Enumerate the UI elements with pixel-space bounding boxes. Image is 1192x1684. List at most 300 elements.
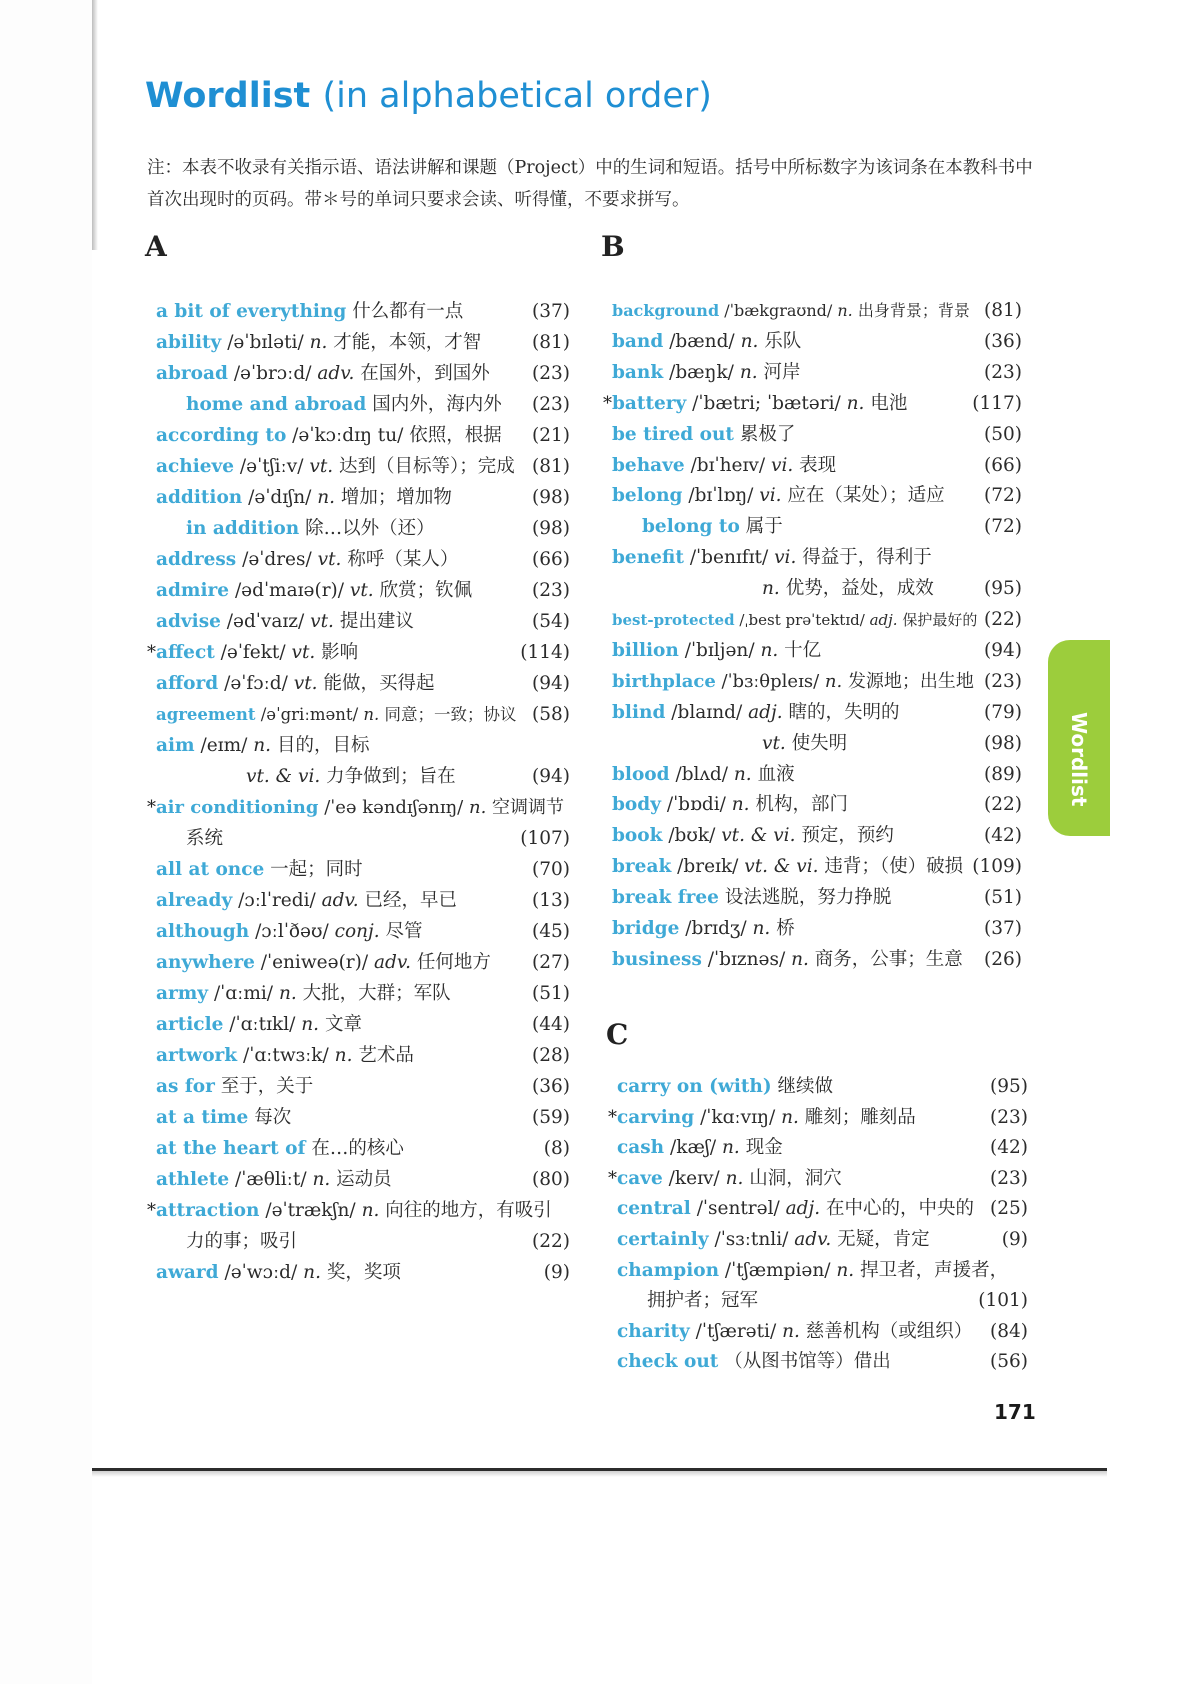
- word-entry: [156, 1164, 570, 1195]
- headword: benefit: [612, 547, 684, 569]
- meaning: 奖，奖项: [326, 1262, 401, 1283]
- page-ref: (23): [532, 394, 570, 415]
- word-entry: [617, 1224, 1028, 1255]
- page-ref: (23): [532, 580, 570, 601]
- page-ref: (107): [520, 828, 570, 849]
- part-of-speech: n.: [468, 797, 487, 818]
- page-number: 171: [994, 1400, 1036, 1424]
- part-of-speech: n.: [278, 983, 297, 1004]
- pronunciation: /əˈtrækʃn/: [265, 1200, 356, 1221]
- entry-text: [156, 921, 423, 942]
- part-of-speech: n.: [317, 487, 336, 508]
- headword: abroad: [156, 363, 228, 384]
- meaning: 国内外，海内外: [372, 394, 502, 415]
- headword: belong: [612, 485, 683, 507]
- page-ref: (23): [990, 1106, 1028, 1128]
- page-ref: (36): [532, 1076, 570, 1097]
- meaning: 尽管: [385, 921, 423, 942]
- headword: be tired out: [612, 423, 734, 445]
- word-entry: [156, 482, 570, 513]
- word-entry: [617, 1255, 1028, 1286]
- meaning: 发源地；出生地: [847, 670, 974, 692]
- pronunciation: /əˈkɔːdɪŋ tu/: [292, 425, 404, 446]
- page-ref: (27): [532, 952, 570, 973]
- headword: athlete: [156, 1169, 230, 1190]
- word-entry: [156, 668, 570, 699]
- entry-text: [156, 1262, 401, 1283]
- word-entry: [156, 1040, 570, 1071]
- part-of-speech: vi.: [774, 547, 797, 569]
- page-ref: (94): [532, 766, 570, 787]
- entry-text: [156, 549, 458, 570]
- page-ref: (22): [532, 1231, 570, 1252]
- headword: body: [612, 794, 661, 816]
- pronunciation: /ˈbɜːθpleɪs/: [721, 670, 820, 692]
- meaning: 在中心的，中央的: [826, 1198, 975, 1220]
- pronunciation: /ˈkɑːvɪŋ/: [700, 1106, 776, 1128]
- entry-text: [156, 890, 457, 911]
- page-ref: (23): [990, 1167, 1028, 1189]
- page-ref: (70): [532, 859, 570, 880]
- meaning: 除…以外（还）: [305, 518, 435, 539]
- page-ref: (9): [1001, 1229, 1028, 1250]
- pronunciation: /ədˈmaɪə(r)/: [234, 580, 344, 601]
- meaning: 设法逃脱，努力挣脱: [724, 887, 892, 909]
- pronunciation: /ˈsentrəl/: [696, 1198, 780, 1220]
- pronunciation: /ˈsɜːtnli/: [714, 1229, 789, 1250]
- star-marker: *: [147, 642, 156, 663]
- page-ref: (72): [984, 485, 1022, 507]
- word-entry: [156, 451, 570, 482]
- word-entry: [156, 699, 570, 730]
- entry-text: [617, 1260, 1008, 1281]
- word-entry: [156, 761, 570, 792]
- meaning: 在…的核心: [311, 1138, 404, 1159]
- meaning: 商务，公事；生意: [814, 948, 963, 970]
- part-of-speech: n.: [363, 705, 380, 724]
- headword: at the heart of: [156, 1138, 306, 1159]
- headword: billion: [612, 639, 679, 661]
- word-entry: [156, 296, 570, 327]
- part-of-speech: conj.: [334, 921, 380, 942]
- part-of-speech: n.: [725, 1167, 744, 1189]
- pronunciation: /bænd/: [669, 330, 735, 352]
- headword: address: [156, 549, 237, 570]
- headword: belong to: [642, 516, 740, 538]
- page-ref: (81): [532, 456, 570, 477]
- entry-text: [156, 363, 490, 384]
- pronunciation: /bæŋk/: [669, 361, 734, 383]
- entry-text: [156, 1076, 313, 1097]
- pronunciation: /blaɪnd/: [671, 701, 743, 723]
- meaning: 才能，本领，才智: [333, 332, 482, 353]
- headword: central: [617, 1198, 691, 1220]
- meaning: （从图书馆等）借出: [724, 1351, 891, 1373]
- page-ref: (23): [984, 361, 1022, 383]
- pronunciation: /blʌd/: [675, 763, 728, 785]
- meaning: 桥: [776, 918, 795, 939]
- pronunciation: /ˈbætri; ˈbætəri/: [692, 392, 841, 414]
- page-ref: (80): [532, 1169, 570, 1190]
- meaning: 大批，大群；军队: [302, 983, 451, 1004]
- word-entry: [156, 513, 570, 544]
- word-entry: [156, 327, 570, 358]
- meaning: 电池: [870, 392, 908, 414]
- meaning: 一起；同时: [270, 859, 363, 880]
- entry-text: [156, 766, 456, 787]
- word-entry: [617, 1193, 1028, 1224]
- entry-text: [156, 797, 564, 818]
- meaning: 十亿: [784, 639, 822, 661]
- page-ref: (95): [990, 1076, 1028, 1097]
- entry-text: [156, 394, 502, 415]
- word-entry: [617, 1346, 1028, 1377]
- entry-text: [156, 1231, 297, 1252]
- part-of-speech: adj.: [785, 1198, 821, 1220]
- headword: attraction: [156, 1200, 260, 1221]
- meaning: 什么都有一点: [352, 301, 464, 322]
- part-of-speech: vi.: [771, 454, 794, 476]
- meaning: 称呼（某人）: [347, 549, 459, 570]
- part-of-speech: n.: [722, 1137, 740, 1159]
- word-entry: [156, 730, 570, 761]
- part-of-speech: adv.: [317, 363, 355, 384]
- entry-text: [156, 611, 414, 632]
- entry-text: [156, 487, 452, 508]
- meaning: 属于: [745, 516, 783, 538]
- meaning: 使失明: [791, 732, 848, 754]
- page-ref: (8): [543, 1138, 570, 1159]
- page-ref: (50): [984, 423, 1022, 445]
- page-ref: (36): [984, 330, 1022, 352]
- pronunciation: /ˈæθliːt/: [235, 1169, 307, 1190]
- meaning: 在国外，到国外: [360, 363, 490, 384]
- scan-margin: [0, 0, 92, 1684]
- pronunciation: /əˈbrɔːd/: [233, 363, 312, 384]
- pronunciation: /əˈgriːmənt/: [260, 705, 359, 724]
- headword: artwork: [156, 1045, 238, 1066]
- headword: in addition: [186, 518, 300, 539]
- word-entry: [156, 389, 570, 420]
- meaning: 无疑，肯定: [837, 1229, 930, 1250]
- part-of-speech: n.: [301, 1014, 320, 1035]
- pronunciation: /ˈbɪljən/: [684, 639, 755, 661]
- word-entry: [617, 1132, 1028, 1163]
- meaning: 得益于，得利于: [802, 547, 932, 569]
- pronunciation: /eɪm/: [200, 735, 248, 756]
- headword: band: [612, 330, 664, 352]
- meaning: 表现: [799, 454, 837, 476]
- word-entry: [156, 916, 570, 947]
- meaning: 提出建议: [339, 611, 414, 632]
- pronunciation: /breɪk/: [677, 856, 739, 878]
- entry-text: [156, 425, 502, 446]
- meaning: 河岸: [763, 361, 801, 383]
- headword: agreement: [156, 705, 256, 724]
- page-ref: (51): [532, 983, 570, 1004]
- headword: advise: [156, 611, 221, 632]
- entry-text: [156, 705, 517, 724]
- entry-text: [617, 1229, 930, 1250]
- part-of-speech: vt. & vi.: [721, 825, 796, 847]
- meaning: 捍卫者，声援者，: [860, 1259, 1009, 1281]
- headword: behave: [612, 454, 685, 476]
- headword: carving: [617, 1106, 695, 1128]
- meaning: 机构，部门: [755, 794, 848, 816]
- meaning: 乐队: [764, 330, 802, 352]
- word-entry: [156, 823, 570, 854]
- entry-text: [156, 456, 515, 477]
- page-ref: (56): [990, 1351, 1028, 1373]
- headword: award: [156, 1262, 219, 1283]
- meaning: 力的事；吸引: [186, 1231, 298, 1252]
- pronunciation: /əˈfekt/: [220, 642, 286, 663]
- pronunciation: /bɪˈheɪv/: [690, 454, 766, 476]
- meaning: 山洞，洞穴: [749, 1167, 842, 1189]
- pronunciation: /əˈdɪʃn/: [248, 487, 312, 508]
- word-entry: [156, 854, 570, 885]
- meaning: 继续做: [777, 1076, 834, 1097]
- entry-text: [156, 518, 435, 539]
- meaning: 空调调节: [492, 797, 565, 818]
- entry-text: [156, 642, 358, 663]
- word-entry: [617, 1316, 1028, 1347]
- part-of-speech: vt.: [349, 580, 374, 601]
- page-ref: (66): [532, 549, 570, 570]
- part-of-speech: n.: [837, 301, 853, 320]
- part-of-speech: n.: [782, 1320, 800, 1342]
- star-marker: *: [608, 1167, 617, 1189]
- word-entry: [156, 544, 570, 575]
- star-marker: *: [147, 797, 156, 818]
- part-of-speech: adj.: [748, 701, 783, 723]
- meaning: 同意；一致；协议: [384, 705, 517, 724]
- meaning: 已经，早已: [364, 890, 458, 911]
- word-entry: [156, 1226, 570, 1257]
- pronunciation: /bɪˈlɒŋ/: [688, 485, 754, 507]
- entry-text: [156, 828, 223, 849]
- entry-text: [156, 580, 472, 601]
- word-entry: [156, 947, 570, 978]
- headword: background: [612, 301, 720, 320]
- page-ref: (114): [520, 642, 570, 663]
- meaning: 能做，买得起: [323, 673, 435, 694]
- entry-text: [156, 332, 481, 353]
- part-of-speech: n.: [791, 948, 809, 970]
- meaning: 艺术品: [358, 1045, 414, 1066]
- part-of-speech: n.: [824, 670, 843, 692]
- page-ref: (84): [990, 1320, 1028, 1342]
- headword: cash: [617, 1137, 665, 1159]
- entry-text: [156, 859, 363, 880]
- headword: break: [612, 856, 672, 878]
- headword: carry on (with): [617, 1076, 772, 1097]
- pronunciation: /ˈbɪznəs/: [707, 948, 786, 970]
- page-ref: (51): [984, 887, 1022, 909]
- headword: army: [156, 983, 209, 1004]
- pronunciation: /ɔːlˈðəʊ/: [255, 921, 329, 942]
- meaning: 向往的地方，有吸引: [385, 1200, 552, 1221]
- page-ref: (42): [984, 825, 1022, 847]
- page-ref: (98): [532, 487, 570, 508]
- part-of-speech: n.: [361, 1200, 380, 1221]
- page-ref: (21): [532, 425, 570, 446]
- page-ref: (81): [532, 332, 570, 353]
- meaning: 目的，目标: [276, 735, 370, 756]
- word-entry: [156, 1257, 570, 1288]
- meaning: 达到（目标等）；完成: [339, 456, 515, 477]
- word-entry: [156, 358, 570, 389]
- page-ref: (72): [984, 516, 1022, 538]
- word-entry: [156, 420, 570, 451]
- entry-text: [617, 1168, 842, 1189]
- pronunciation: /ˈbɒdi/: [666, 794, 726, 816]
- side-tab-label: Wordlist: [1067, 712, 1091, 807]
- headword: ability: [156, 332, 222, 353]
- meaning: 累极了: [739, 423, 796, 445]
- headword: blind: [612, 701, 666, 723]
- page-ref: (45): [532, 921, 570, 942]
- bottom-rule-shadow: [92, 1471, 1107, 1477]
- pronunciation: /əˈfɔːd/: [224, 673, 288, 694]
- page-ref: (54): [532, 611, 570, 632]
- headword: champion: [617, 1259, 720, 1281]
- entry-text: [617, 1137, 783, 1158]
- part-of-speech: n.: [309, 332, 328, 353]
- entry-text: [156, 1200, 552, 1221]
- headword: home and abroad: [186, 394, 367, 415]
- page-ref: (98): [984, 732, 1022, 754]
- pronunciation: /kæʃ/: [670, 1137, 717, 1159]
- part-of-speech: vt.: [293, 673, 318, 694]
- word-entry: [147, 792, 570, 823]
- entry-text: [156, 1014, 362, 1035]
- entry-text: [156, 1045, 414, 1066]
- headword: although: [156, 921, 250, 942]
- headword: according to: [156, 425, 287, 446]
- word-entry: [608, 1102, 1028, 1133]
- star-marker: *: [147, 1200, 156, 1221]
- page-ref: (89): [984, 763, 1022, 785]
- part-of-speech: n.: [752, 918, 771, 939]
- page-ref: (95): [984, 578, 1022, 600]
- word-entry: [156, 1071, 570, 1102]
- pronunciation: /ˈtʃærəti/: [695, 1320, 777, 1342]
- pronunciation: /ˌbest prəˈtektɪd/: [739, 611, 865, 629]
- part-of-speech: n.: [733, 763, 752, 785]
- meaning: 至于，关于: [220, 1076, 314, 1097]
- pronunciation: /ədˈvaɪz/: [226, 611, 305, 632]
- part-of-speech: n.: [781, 1106, 799, 1128]
- page-ref: (101): [978, 1290, 1028, 1312]
- scan-edge-shadow: [92, 0, 98, 250]
- meaning: 系统: [186, 828, 224, 849]
- headword: cave: [617, 1167, 663, 1189]
- pronunciation: /ˈeniweə(r)/: [260, 952, 369, 973]
- meaning: 预定，预约: [801, 825, 894, 847]
- part-of-speech: vt.: [310, 611, 334, 632]
- part-of-speech: n.: [762, 578, 780, 600]
- meaning: 运动员: [336, 1169, 392, 1190]
- entry-text: [156, 735, 369, 756]
- section-letter-a: A: [145, 230, 167, 263]
- page-ref: (94): [984, 639, 1022, 661]
- headword: bridge: [612, 918, 680, 939]
- part-of-speech: n.: [760, 639, 779, 661]
- page-ref: (44): [532, 1014, 570, 1035]
- meaning: 违背；（使）破损: [824, 856, 964, 878]
- part-of-speech: adj.: [869, 611, 898, 629]
- page-ref: (9): [543, 1262, 570, 1283]
- part-of-speech: n.: [739, 361, 758, 383]
- part-of-speech: n.: [253, 735, 272, 756]
- page-ref: (37): [532, 301, 570, 322]
- headword: air conditioning: [156, 797, 319, 818]
- word-entry: [156, 606, 570, 637]
- column-a: [147, 0, 570, 1684]
- part-of-speech: vt.: [762, 732, 786, 754]
- headword: battery: [612, 392, 687, 414]
- intro-note: 注：本表不收录有关指示语、语法讲解和课题（Project）中的生词和短语。括号中所标数字为该词条在本教科书中首次出现时的页码。带＊号的单词只要求会读、听得懂，不要求拼写。: [147, 158, 1033, 210]
- part-of-speech: vt.: [291, 642, 316, 663]
- meaning: 瞎的，失明的: [788, 701, 900, 723]
- page-ref: (28): [532, 1045, 570, 1066]
- pronunciation: /əˈwɔːd/: [224, 1262, 298, 1283]
- entry-text: [156, 673, 434, 694]
- page-ref: (25): [990, 1198, 1028, 1220]
- pronunciation: /keɪv/: [668, 1167, 720, 1189]
- meaning: 优势，益处，成效: [785, 578, 934, 600]
- part-of-speech: n.: [740, 330, 759, 352]
- word-entry: [156, 1009, 570, 1040]
- entry-text: [617, 1076, 833, 1097]
- part-of-speech: adv.: [321, 890, 359, 911]
- meaning: 现金: [745, 1137, 783, 1159]
- page-ref: (58): [532, 704, 570, 725]
- meaning: 任何地方: [416, 952, 491, 973]
- pronunciation: /ˈeə kəndɪʃənɪŋ/: [324, 797, 464, 818]
- word-entry: [156, 1133, 570, 1164]
- word-entry: [156, 1102, 570, 1133]
- entry-text: [617, 1321, 972, 1342]
- part-of-speech: n.: [312, 1169, 331, 1190]
- page-ref: (26): [984, 948, 1022, 970]
- pronunciation: /ˈbækgraʊnd/: [724, 301, 833, 320]
- headword: addition: [156, 487, 243, 508]
- headword: business: [612, 948, 702, 970]
- meaning: 力争做到；旨在: [326, 766, 456, 787]
- star-marker: *: [603, 392, 612, 414]
- page-ref: (79): [984, 701, 1022, 723]
- entry-text: [156, 1169, 392, 1190]
- word-entry: [147, 637, 570, 668]
- page-ref: (66): [984, 454, 1022, 476]
- section-letter-c: C: [606, 1018, 629, 1051]
- headword: charity: [617, 1320, 690, 1342]
- headword: check out: [617, 1351, 719, 1373]
- headword: bank: [612, 361, 664, 383]
- part-of-speech: vt.: [309, 456, 334, 477]
- meaning: 血液: [757, 763, 795, 785]
- title-main: Wordlist: [145, 76, 311, 116]
- part-of-speech: n.: [303, 1262, 321, 1283]
- meaning: 保护最好的: [902, 611, 978, 629]
- headword: a bit of everything: [156, 301, 347, 322]
- column-c: [608, 0, 1028, 1684]
- meaning: 每次: [254, 1107, 292, 1128]
- word-entry: [156, 885, 570, 916]
- page-ref: (117): [972, 392, 1022, 414]
